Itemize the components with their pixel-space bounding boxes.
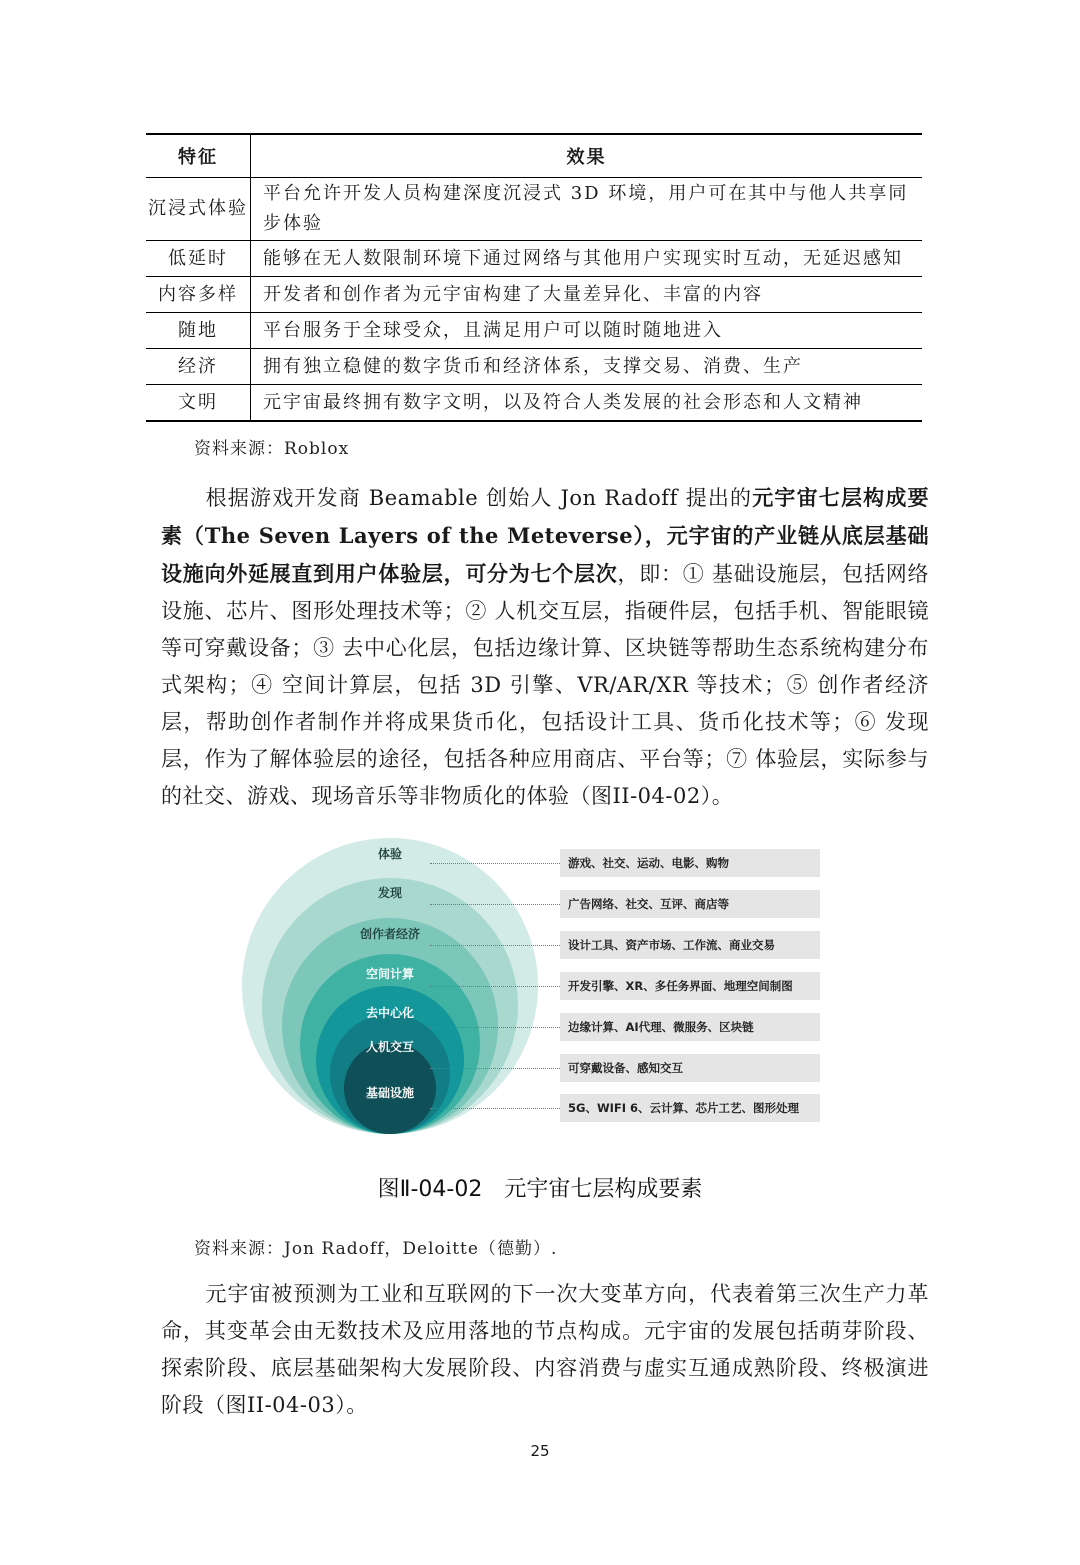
paragraph-bold-text: 元宇宙七层构成要素（The Seven Layers of the Meteverse），元宇宙的产业链从底层基础设施向外延展直到用户体验层，可分为七个层次 xyxy=(161,485,929,586)
figure-source-note: 资料来源：Jon Radoff，Deloitte（德勤）. xyxy=(194,1239,558,1259)
layer-connector-line xyxy=(430,1027,560,1028)
effect-cell: 平台允许开发人员构建深度沉浸式 3D 环境，用户可在其中与他人共享同步体验 xyxy=(251,178,923,241)
feature-cell: 沉浸式体验 xyxy=(146,178,251,241)
feature-cell: 低延时 xyxy=(146,241,251,277)
layer-description-box: 设计工具、资产市场、工作流、商业交易 xyxy=(560,931,820,959)
layer-description-box: 广告网络、社交、互评、商店等 xyxy=(560,890,820,918)
layer-description-box: 边缘计算、AI代理、微服务、区块链 xyxy=(560,1013,820,1041)
table-row xyxy=(146,385,922,422)
paragraph2-text: 元宇宙被预测为工业和互联网的下一次大变革方向，代表着第三次生产力革命，其变革会由无数技术及应用落地的节点构成。元宇宙的发展包括萌芽阶段、探索阶段、底层基础架构大发展阶段、内容消费与虚实互通成熟阶段、终极演进阶段（图II-04-03）。 xyxy=(161,1282,929,1417)
table-row xyxy=(146,178,922,241)
header-feature: 特征 xyxy=(146,134,251,178)
table-row xyxy=(146,349,922,385)
table-header-row xyxy=(146,134,922,178)
layer-label: 基础设施 xyxy=(365,1086,415,1100)
layer-connector-line xyxy=(430,1108,560,1109)
layer-connector-line xyxy=(430,945,560,946)
layer-label: 空间计算 xyxy=(365,967,415,981)
features-table xyxy=(146,133,922,422)
effect-cell: 能够在无人数限制环境下通过网络与其他用户实现实时互动，无延迟感知 xyxy=(251,241,923,277)
paragraph-rest-text: ，即：① 基础设施层，包括网络设施、芯片、图形处理技术等；② 人机交互层，指硬件层，包括手机、智能眼镜等可穿戴设备；③ 去中心化层，包括边缘计算、区块链等帮助生态系统构建分布式架构；④ 空间计算层，包括 3D 引擎、VR/AR/XR 等技术；⑤ 创作者经济层，帮助创作者制作并将成果货币化，包括设计工具、货币化技术等；⑥ 发现层，作为了解体验层的途径，包括各种应用商店、平台等；⑦ 体验层，实际参与的社交、游戏、现场音乐等非物质化的体验（图II-04-02）。 xyxy=(161,562,929,808)
layer-label: 去中心化 xyxy=(365,1006,415,1020)
table-row xyxy=(146,277,922,313)
layer-label: 人机交互 xyxy=(365,1040,415,1054)
table-source-note: 资料来源：Roblox xyxy=(194,439,350,459)
layer-description-box: 开发引擎、XR、多任务界面、地理空间制图 xyxy=(560,972,820,1000)
layer-label: 发现 xyxy=(377,886,403,900)
effect-cell: 拥有独立稳健的数字货币和经济体系，支撑交易、消费、生产 xyxy=(251,349,923,385)
header-effect: 效果 xyxy=(251,134,923,178)
feature-cell: 内容多样 xyxy=(146,277,251,313)
body-paragraph-seven-layers xyxy=(161,479,929,815)
effect-cell: 平台服务于全球受众，且满足用户可以随时随地进入 xyxy=(251,313,923,349)
layer-connector-line xyxy=(430,1068,560,1069)
layer-connector-line xyxy=(430,863,560,864)
body-paragraph-development xyxy=(161,1276,929,1424)
layer-description-box: 可穿戴设备、感知交互 xyxy=(560,1054,820,1082)
paragraph-lead-text: 根据游戏开发商 Beamable 创始人 Jon Radoff 提出的 xyxy=(205,486,753,510)
layer-description-box: 游戏、社交、运动、电影、购物 xyxy=(560,849,820,877)
layer-connector-line xyxy=(430,986,560,987)
layer-connector-line xyxy=(430,904,560,905)
effect-cell: 元宇宙最终拥有数字文明，以及符合人类发展的社会形态和人文精神 xyxy=(263,391,863,413)
layer-label: 创作者经济 xyxy=(359,927,421,941)
layer-label: 体验 xyxy=(377,847,403,861)
layer-description-box: 5G、WIFI 6、云计算、芯片工艺、图形处理 xyxy=(560,1094,820,1122)
seven-layers-figure xyxy=(230,830,830,1142)
feature-cell: 随地 xyxy=(146,313,251,349)
table-row xyxy=(146,241,922,277)
figure-caption: 图Ⅱ-04-02 元宇宙七层构成要素 xyxy=(377,1177,703,1202)
feature-cell: 经济 xyxy=(146,349,251,385)
page-number: 25 xyxy=(530,1442,550,1460)
table-row xyxy=(146,313,922,349)
effect-cell: 开发者和创作者为元宇宙构建了大量差异化、丰富的内容 xyxy=(251,277,923,313)
feature-cell: 文明 xyxy=(146,385,251,422)
